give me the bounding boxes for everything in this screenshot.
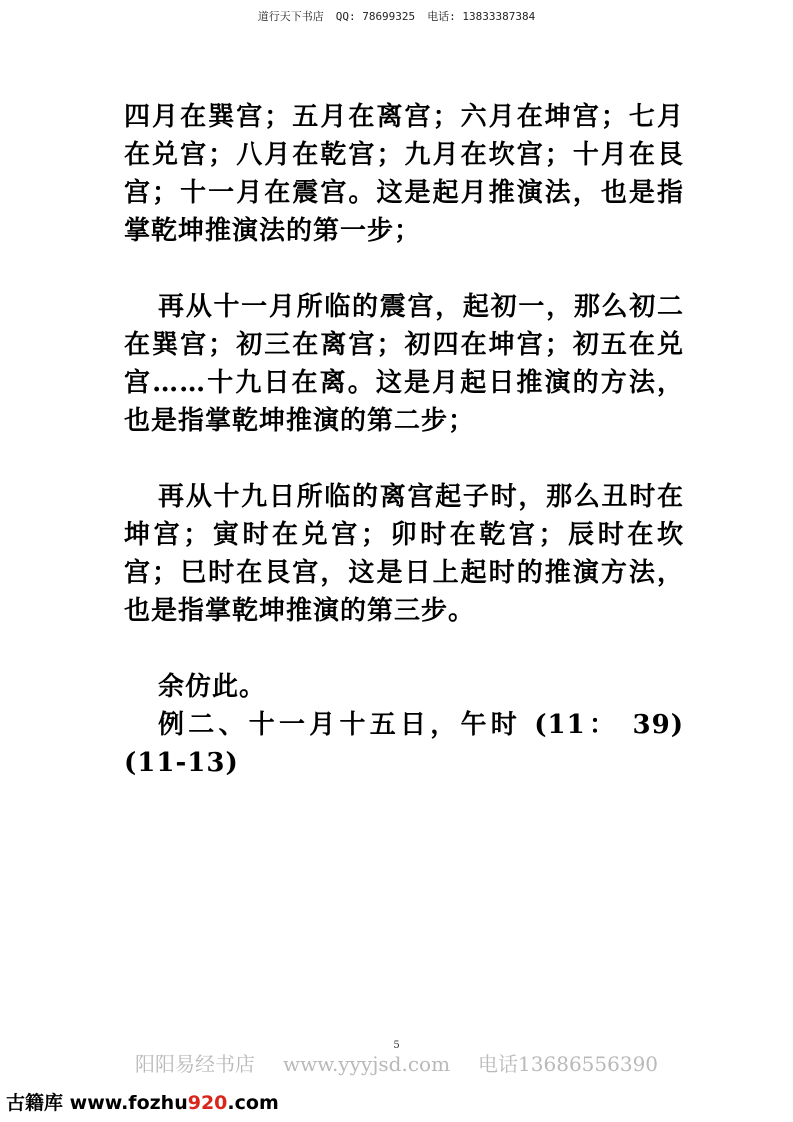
paragraph-third-step: 再从十九日所临的离宫起子时，那么丑时在坤宫；寅时在兑宫；卯时在乾宫；辰时在坎宫；巳时在艮宫，这是日上起时的推演方法，也是指掌乾坤推演的第三步。	[124, 482, 684, 626]
brand-name: 古籍库	[6, 1092, 64, 1114]
site-brand	[6, 1088, 279, 1115]
brand-url-suffix: .com	[227, 1092, 279, 1114]
document-body	[124, 98, 684, 782]
footer-watermark	[0, 1048, 793, 1077]
page-header	[0, 8, 793, 24]
footer-shop-name: 阳阳易经书店	[134, 1052, 255, 1076]
brand-url-prefix: www.fozhu	[69, 1092, 188, 1114]
paragraph-etc: 余仿此。	[158, 672, 267, 702]
footer-phone: 电话13686556390	[478, 1052, 659, 1076]
paragraph-gap	[124, 440, 684, 478]
header-qq: QQ: 78699325	[335, 10, 416, 23]
paragraph-gap	[124, 630, 684, 668]
brand-url-accent: 920	[187, 1092, 228, 1114]
header-shop-name: 道行天下书店	[257, 10, 324, 23]
header-phone: 电话: 13833387384	[427, 10, 536, 23]
paragraph-first-step: 四月在巽宫；五月在离宫；六月在坤宫；七月在兑宫；八月在乾宫；九月在坎宫；十月在艮宫；十一月在震宫。这是起月推演法，也是指掌乾坤推演法的第一步；	[124, 102, 684, 246]
paragraph-gap	[124, 250, 684, 288]
paragraph-second-step: 再从十一月所临的震宫，起初一，那么初二在巽宫；初三在离宫；初四在坤宫；初五在兑宫……十九日在离。这是月起日推演的方法，也是指掌乾坤推演的第二步；	[124, 292, 684, 436]
paragraph-example-two: 例二、十一月十五日，午时 (11： 39)(11-13)	[124, 710, 684, 778]
page-number: 5	[393, 1040, 400, 1051]
footer-url: www.yyyjsd.com	[282, 1052, 451, 1076]
